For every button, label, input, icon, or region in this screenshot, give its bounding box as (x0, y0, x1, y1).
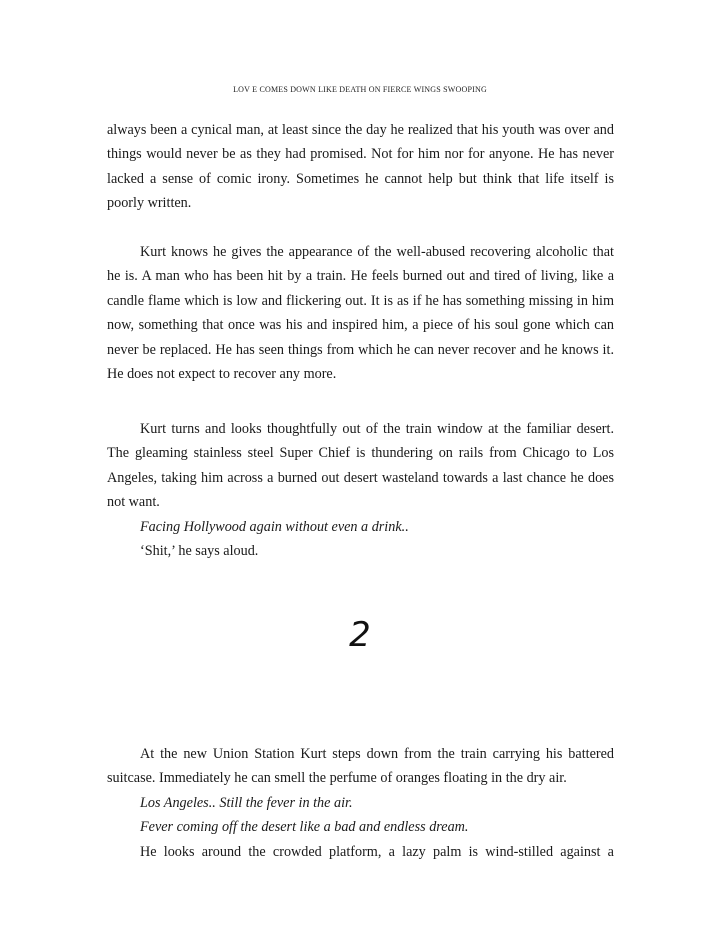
text-block-3 (107, 417, 614, 563)
text-block-4 (107, 742, 614, 864)
text-block-1 (107, 118, 614, 216)
paragraph: Kurt turns and looks thoughtfully out of the train window at the familiar desert. The gleaming stainless steel Super Chief is thundering on rails from Chicago to Los Angeles, taking him across a burned out desert wasteland towards a last chance he does not want. (107, 421, 614, 511)
paragraph: Kurt knows he gives the appearance of the well-abused recovering alcoholic that he is. A man who has been hit by a train. He feels burned out and tired of living, like a candle flame which is low and flickering out. It is as if he has something missing in him now, something that once was his and inspired him, a piece of his soul gone which can never be replaced. He has seen things from which he can never recover and he knows it. He does not expect to recover any more. (107, 244, 614, 383)
italic-thought: Fever coming off the desert like a bad and endless dream. (140, 819, 469, 836)
chapter-number: 2 (349, 615, 371, 655)
running-head: LOV E COMES DOWN LIKE DEATH ON FIERCE WINGS SWOOPING (233, 85, 487, 94)
paragraph: always been a cynical man, at least since the day he realized that his youth was over and things would never be as they had promised. Not for him nor for anyone. He has never lacked a sense of comic irony. Sometimes he cannot help but think that life itself is poorly written. (107, 122, 614, 212)
paragraph-continues: He looks around the crowded platform, a lazy palm is wind-stilled against a (140, 843, 614, 860)
italic-thought: Los Angeles.. Still the fever in the air. (140, 794, 353, 811)
italic-thought: Facing Hollywood again without even a drink.. (140, 518, 409, 535)
paragraph: At the new Union Station Kurt steps down from the train carrying his battered suitcase. Immediately he can smell the perfume of oranges floating in the dry air. (107, 746, 614, 787)
dialogue-line: ‘Shit,’ he says aloud. (140, 543, 259, 560)
text-block-2 (107, 240, 614, 386)
